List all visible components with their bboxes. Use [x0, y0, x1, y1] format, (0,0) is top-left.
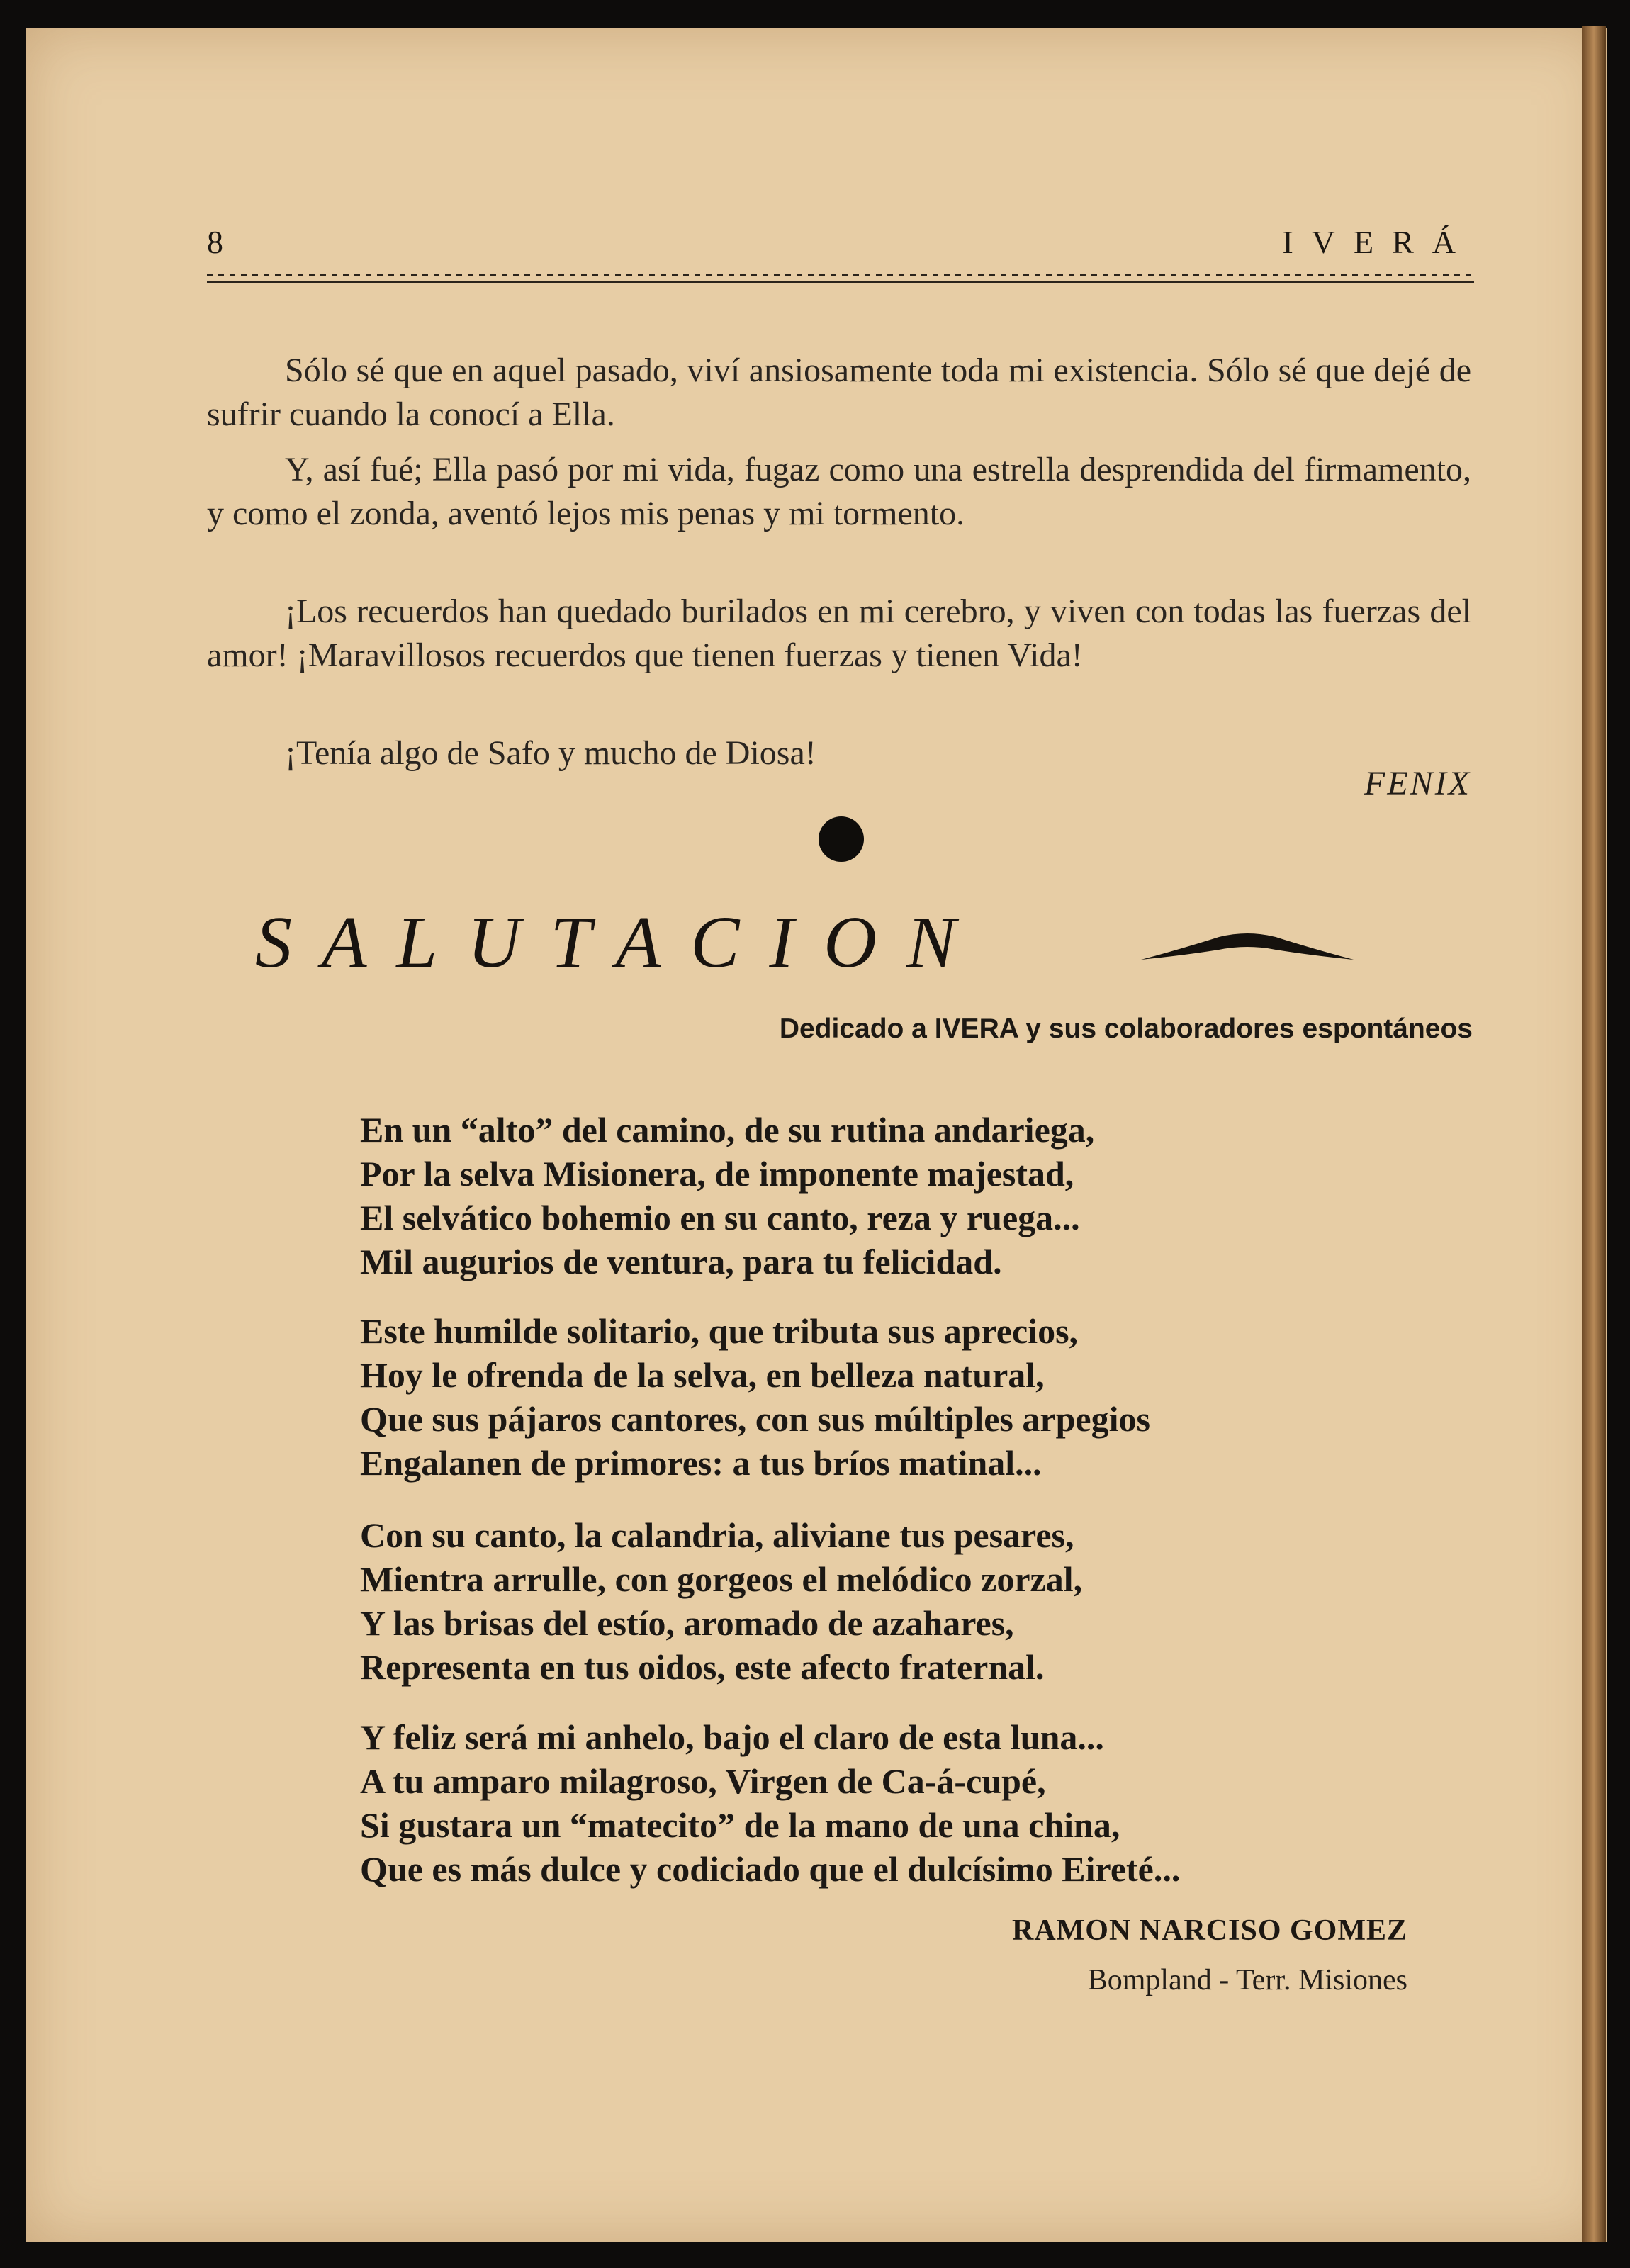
poem-line: Mientra arrulle, con gorgeos el melódico zorzal,: [360, 1559, 1083, 1599]
poem-line: A tu amparo milagroso, Virgen de Ca-á-cupé,: [360, 1761, 1046, 1801]
prose-signature: FENIX: [1364, 765, 1471, 802]
poem-line: Si gustara un “matecito” de la mano de una china,: [360, 1805, 1120, 1845]
prose-paragraph: Sólo sé que en aquel pasado, viví ansiosamente toda mi existencia. Sólo sé que dejé de sufrir cuando la conocí a Ella.: [207, 352, 1471, 433]
poem-stanza: [360, 1108, 1094, 1284]
poem-line: El selvático bohemio en su canto, reza y ruega...: [360, 1198, 1080, 1237]
poem-stanza: [360, 1715, 1180, 1891]
poem-line: En un “alto” del camino, de su rutina andariega,: [360, 1110, 1095, 1150]
title-ornament: [1141, 928, 1354, 962]
poem-line: Y feliz será mi anhelo, bajo el claro de esta luna...: [360, 1717, 1104, 1757]
running-header: [206, 223, 1474, 266]
poem-line: Y las brisas del estío, aromado de azahares,: [360, 1603, 1014, 1643]
page-number: 8: [207, 224, 223, 260]
poem-stanza: [360, 1309, 1150, 1485]
poem-line: Por la selva Misionera, de imponente majestad,: [360, 1154, 1074, 1194]
poem-author: RAMON NARCISO GOMEZ: [1011, 1914, 1407, 1947]
poem-line: Mil augurios de ventura, para tu felicidad.: [360, 1242, 1002, 1281]
header-divider: [207, 272, 1474, 284]
poem-line: Representa en tus oidos, este afecto fraternal.: [360, 1647, 1045, 1687]
prose-paragraph: Y, así fué; Ella pasó por mi vida, fugaz como una estrella desprendida del firmamento, y como el zonda, aventó lejos mis penas y mi tormento.: [207, 451, 1471, 532]
poem-line: Con su canto, la calandria, aliviane tus pesares,: [360, 1515, 1074, 1555]
poem-line: Que es más dulce y codiciado que el dulcísimo Eireté...: [360, 1849, 1181, 1889]
magazine-name: IVERÁ: [1282, 224, 1474, 260]
poem-place: Bompland - Terr. Misiones: [1087, 1964, 1407, 1997]
prose-paragraph: ¡Tenía algo de Safo y mucho de Diosa!: [285, 734, 816, 772]
poem-line: Que sus pájaros cantores, con sus múltiples arpegios: [360, 1399, 1150, 1439]
poem-dedication: Dedicado a IVERA y sus colaboradores espontáneos: [779, 1014, 1473, 1044]
poem-stanza: [360, 1513, 1082, 1689]
poem-line: Hoy le ofrenda de la selva, en belleza natural,: [360, 1355, 1045, 1395]
section-separator-dot: [819, 816, 864, 862]
page-binding-edge: [1582, 26, 1606, 2242]
prose-paragraph: ¡Los recuerdos han quedado burilados en mi cerebro, y viven con todas las fuerzas del amor! ¡Maravillosos recuerdos que tienen fuerzas y tienen Vida!: [207, 593, 1471, 674]
poem-line: Este humilde solitario, que tributa sus aprecios,: [360, 1311, 1079, 1351]
poem-title: SALUTACION: [255, 902, 986, 983]
poem-line: Engalanen de primores: a tus bríos matinal...: [360, 1443, 1042, 1483]
